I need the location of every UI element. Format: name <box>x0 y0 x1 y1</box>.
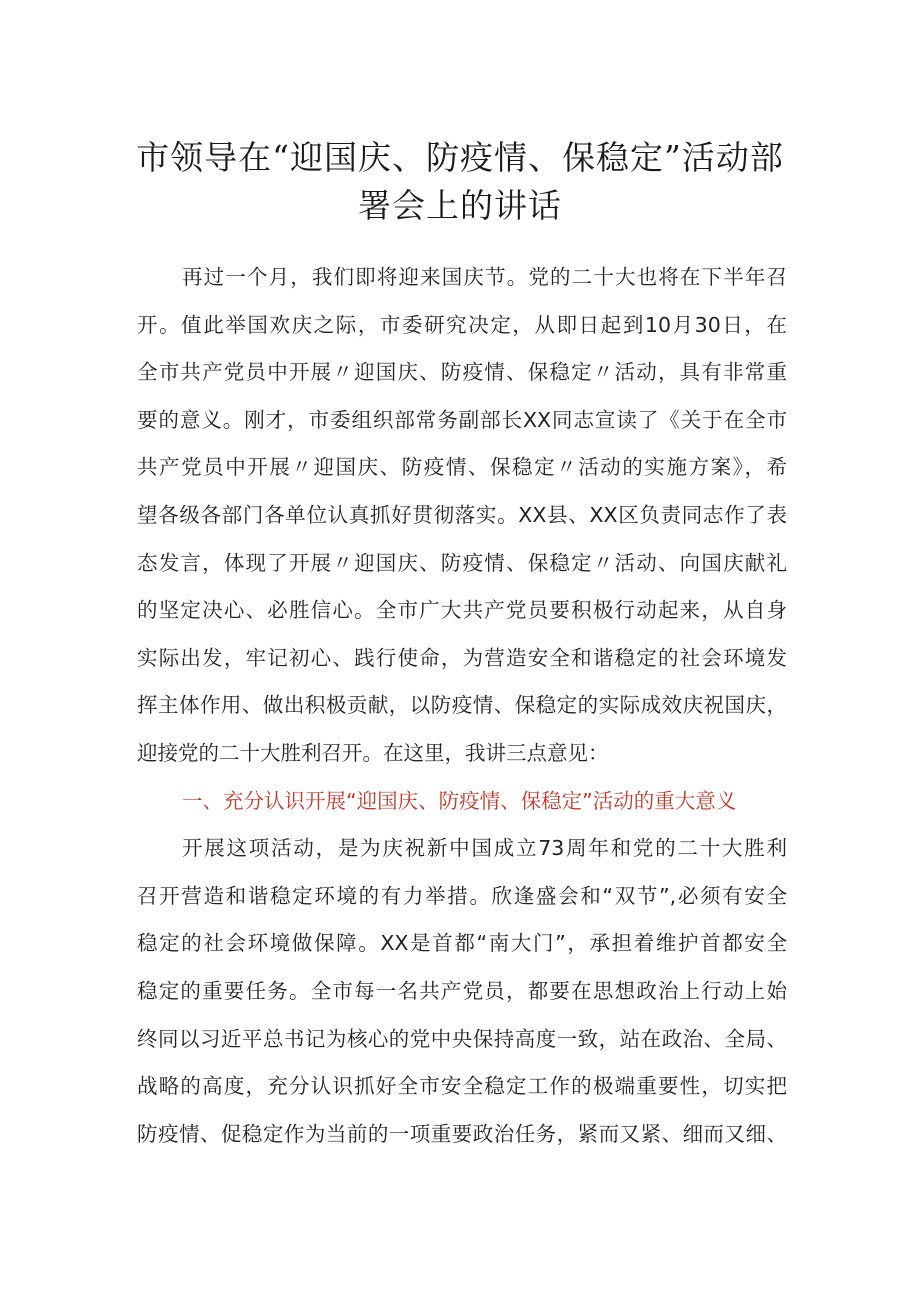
paragraph-line: 稳定的社会环境做保障。XX是首都“南大门”，承担着维护首都安全 <box>137 931 787 956</box>
paragraph-line: 望各级各部门各单位认真抓好贯彻落实。XX县、XX区负责同志作了表 <box>137 502 787 527</box>
paragraph-line: 开。值此举国欢庆之际，市委研究决定，从即日起到10月30日，在 <box>137 312 787 337</box>
paragraph-line: 稳定的重要任务。全市每一名共产党员，都要在思想政治上行动上始 <box>137 978 787 1003</box>
paragraph-line: 全市共产党员中开展〃迎国庆、防疫情、保稳定〃活动，具有非常重 <box>137 360 787 385</box>
paragraph-line: 战略的高度，充分认识抓好全市安全稳定工作的极端重要性，切实把 <box>137 1074 787 1099</box>
paragraph-line: 挥主体作用、做出积极贡献，以防疫情、保稳定的实际成效庆祝国庆， <box>137 693 787 718</box>
paragraph-line: 终同以习近平总书记为核心的党中央保持高度一致，站在政治、全局、 <box>137 1026 787 1051</box>
paragraph-line: 要的意义。刚才，市委组织部常务副部长XX同志宣读了《关于在全市 <box>137 407 787 432</box>
paragraph-section-1 <box>137 825 787 1158</box>
paragraph-line: 防疫情、促稳定作为当前的一项重要政治任务，紧而又紧、细而又细、 <box>137 1121 787 1146</box>
document-body <box>137 254 787 1158</box>
paragraph-line: 迎接党的二十大胜利召开。在这里，我讲三点意见： <box>137 740 609 765</box>
paragraph-line: 的坚定决心、必胜信心。全市广大共产党员要积极行动起来，从自身 <box>137 598 787 623</box>
paragraph-line: 态发言，体现了开展〃迎国庆、防疫情、保稳定〃活动、向国庆献礼 <box>137 550 787 575</box>
paragraph-line: 召开营造和谐稳定环境的有力举措。欣逢盛会和“双节”,必须有安全 <box>137 883 787 908</box>
paragraph-line: 实际出发，牢记初心、践行使命，为营造安全和谐稳定的社会环境发 <box>137 645 787 670</box>
section-heading-1: 一、充分认识开展“迎国庆、防疫情、保稳定”活动的重大意义 <box>182 788 737 813</box>
paragraph-line: 共产党员中开展〃迎国庆、防疫情、保稳定〃活动的实施方案》，希 <box>137 455 787 480</box>
title-line-2: 署会上的讲话 <box>358 186 562 225</box>
paragraph-line: 再过一个月，我们即将迎来国庆节。党的二十大也将在下半年召 <box>182 265 787 289</box>
paragraph-line: 开展这项活动，是为庆祝新中国成立73周年和党的二十大胜利 <box>182 836 787 861</box>
title-line-1: 市领导在“迎国庆、防疫情、保稳定”活动部 <box>136 138 784 177</box>
paragraph-intro <box>137 254 787 778</box>
document-title <box>120 134 800 230</box>
